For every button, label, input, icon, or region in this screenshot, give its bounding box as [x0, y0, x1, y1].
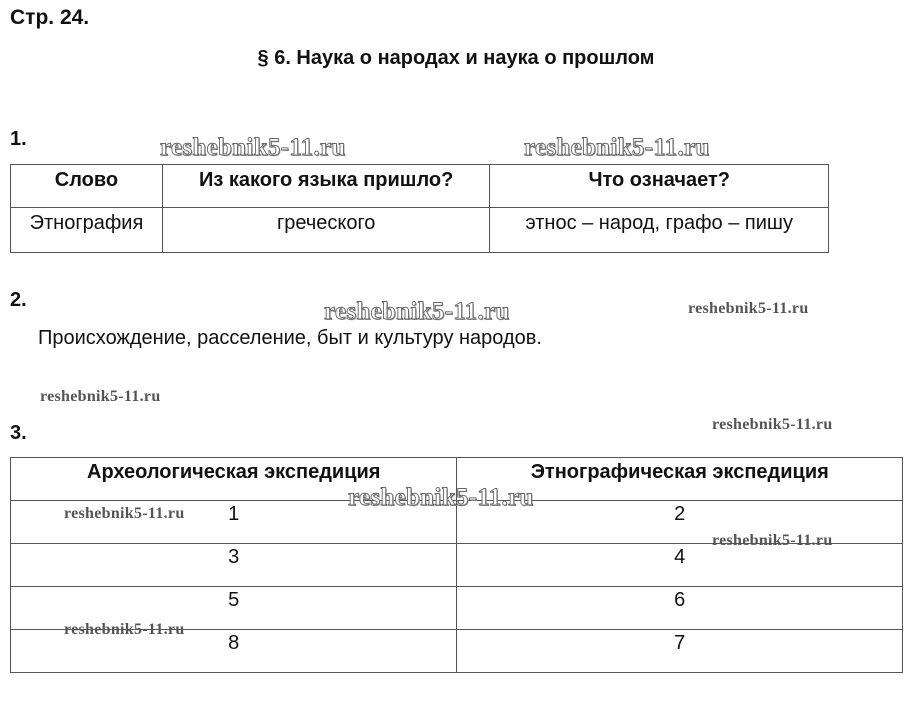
section-title: § 6. Наука о народах и наука о прошлом	[257, 47, 655, 69]
watermark: reshebnik5-11.ru	[64, 505, 185, 522]
watermark: reshebnik5-11.ru	[712, 532, 833, 549]
column-header-ethnographic: Этнографическая экспедиция	[457, 458, 903, 501]
cell-archaeological: 8	[11, 630, 457, 673]
watermark: reshebnik5-11.ru	[712, 416, 833, 433]
column-header-meaning: Что означает?	[490, 165, 829, 208]
watermark: reshebnik5-11.ru	[64, 621, 185, 638]
watermark: reshebnik5-11.ru	[324, 298, 510, 325]
cell-ethnographic: 7	[457, 630, 903, 673]
task-3-number: 3.	[10, 422, 27, 444]
cell-meaning: этнос – народ, графо – пишу	[490, 208, 829, 253]
cell-language: греческого	[162, 208, 490, 253]
column-header-word: Слово	[11, 165, 163, 208]
watermark: reshebnik5-11.ru	[688, 300, 809, 317]
column-header-archaeological: Археологическая экспедиция	[11, 458, 457, 501]
word-origin-table	[10, 164, 829, 253]
cell-archaeological: 1	[11, 501, 457, 544]
table-header-row	[11, 165, 829, 208]
watermark: reshebnik5-11.ru	[348, 484, 534, 511]
cell-ethnographic: 6	[457, 587, 903, 630]
task-1-number: 1.	[10, 128, 27, 150]
column-header-language: Из какого языка пришло?	[162, 165, 490, 208]
table-row	[11, 208, 829, 253]
watermark: reshebnik5-11.ru	[40, 388, 161, 405]
cell-archaeological: 5	[11, 587, 457, 630]
cell-word: Этнография	[11, 208, 163, 253]
watermark: reshebnik5-11.ru	[160, 134, 346, 161]
watermark: reshebnik5-11.ru	[524, 134, 710, 161]
task-2-number: 2.	[10, 289, 27, 311]
cell-ethnographic: 2	[457, 501, 903, 544]
page-number: Стр. 24.	[10, 6, 90, 29]
task-2-answer: Происхождение, расселение, быт и культуру народов.	[38, 327, 542, 349]
cell-archaeological: 3	[11, 544, 457, 587]
cell-ethnographic: 4	[457, 544, 903, 587]
